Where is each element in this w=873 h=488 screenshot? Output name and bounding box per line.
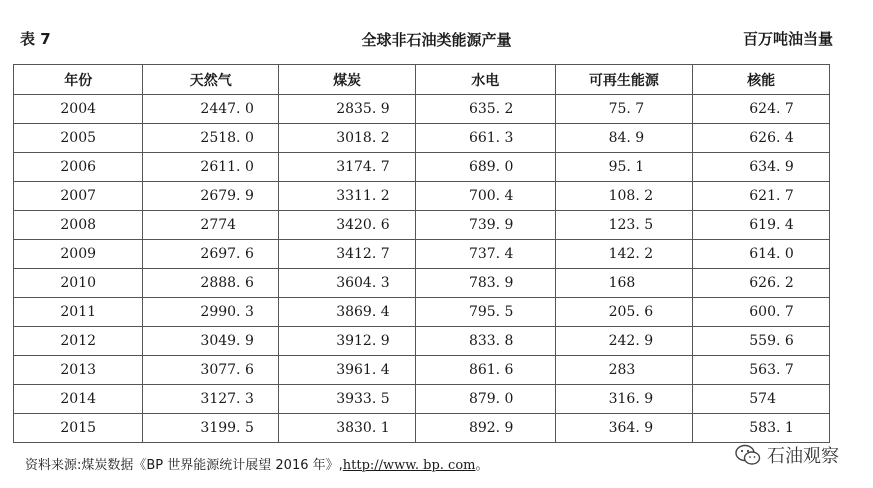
table-row: [14, 356, 830, 385]
cell-year: 2015: [14, 414, 143, 443]
cell-value: 3912. 9: [279, 327, 416, 356]
cell-value: 2518. 0: [143, 124, 279, 153]
source-note: [25, 454, 489, 473]
cell-value: 3174. 7: [279, 153, 416, 182]
cell-value: 614. 0: [693, 240, 830, 269]
cell-value: 2697. 6: [143, 240, 279, 269]
cell-value: 2611. 0: [143, 153, 279, 182]
cell-value: 142. 2: [555, 240, 693, 269]
column-header-nuclear: 核能: [693, 65, 830, 95]
cell-value: 2774: [143, 211, 279, 240]
cell-value: 364. 9: [555, 414, 693, 443]
cell-value: 3869. 4: [279, 298, 416, 327]
cell-value: 3830. 1: [279, 414, 416, 443]
cell-value: 737. 4: [415, 240, 555, 269]
cell-year: 2012: [14, 327, 143, 356]
cell-value: 2679. 9: [143, 182, 279, 211]
table-row: [14, 182, 830, 211]
watermark: [735, 442, 839, 468]
cell-value: 833. 8: [415, 327, 555, 356]
cell-value: 624. 7: [693, 95, 830, 124]
table-row: [14, 414, 830, 443]
column-header-hydro: 水电: [415, 65, 555, 95]
cell-year: 2009: [14, 240, 143, 269]
table-row: [14, 240, 830, 269]
cell-year: 2011: [14, 298, 143, 327]
cell-year: 2007: [14, 182, 143, 211]
cell-year: 2006: [14, 153, 143, 182]
table-row: [14, 211, 830, 240]
cell-value: 3018. 2: [279, 124, 416, 153]
column-header-coal: 煤炭: [279, 65, 416, 95]
table-title: 全球非石油类能源产量: [361, 31, 512, 49]
cell-value: 626. 4: [693, 124, 830, 153]
source-period: 。: [475, 458, 489, 473]
cell-value: 2835. 9: [279, 95, 416, 124]
wechat-icon: [735, 444, 761, 466]
cell-value: 795. 5: [415, 298, 555, 327]
cell-value: 879. 0: [415, 385, 555, 414]
cell-value: 583. 1: [693, 414, 830, 443]
cell-value: 600. 7: [693, 298, 830, 327]
cell-value: 892. 9: [415, 414, 555, 443]
cell-year: 2005: [14, 124, 143, 153]
cell-value: 2447. 0: [143, 95, 279, 124]
cell-value: 3077. 6: [143, 356, 279, 385]
column-header-renewables: 可再生能源: [555, 65, 693, 95]
table-row: [14, 124, 830, 153]
cell-value: 205. 6: [555, 298, 693, 327]
cell-value: 626. 2: [693, 269, 830, 298]
table-row: [14, 95, 830, 124]
column-header-natural-gas: 天然气: [143, 65, 279, 95]
cell-value: 123. 5: [555, 211, 693, 240]
cell-value: 621. 7: [693, 182, 830, 211]
cell-value: 559. 6: [693, 327, 830, 356]
cell-value: 3049. 9: [143, 327, 279, 356]
cell-value: 689. 0: [415, 153, 555, 182]
watermark-text: 石油观察: [767, 446, 839, 467]
cell-value: 108. 2: [555, 182, 693, 211]
cell-year: 2008: [14, 211, 143, 240]
cell-value: 3412. 7: [279, 240, 416, 269]
cell-value: 3604. 3: [279, 269, 416, 298]
cell-value: 3961. 4: [279, 356, 416, 385]
table-label: 表 7: [20, 30, 51, 48]
cell-value: 242. 9: [555, 327, 693, 356]
cell-value: 3311. 2: [279, 182, 416, 211]
column-header-year: 年份: [14, 65, 143, 95]
cell-value: 563. 7: [693, 356, 830, 385]
table-row: [14, 327, 830, 356]
cell-value: 3127. 3: [143, 385, 279, 414]
cell-value: 168: [555, 269, 693, 298]
source-url[interactable]: http://www. bp. com: [342, 458, 476, 473]
cell-year: 2004: [14, 95, 143, 124]
cell-value: 3199. 5: [143, 414, 279, 443]
table-header-row: [14, 65, 830, 95]
cell-value: 574: [693, 385, 830, 414]
cell-value: 283: [555, 356, 693, 385]
cell-value: 739. 9: [415, 211, 555, 240]
cell-value: 316. 9: [555, 385, 693, 414]
table-row: [14, 269, 830, 298]
table-row: [14, 153, 830, 182]
table-row: [14, 298, 830, 327]
cell-value: 84. 9: [555, 124, 693, 153]
cell-year: 2010: [14, 269, 143, 298]
cell-value: 634. 9: [693, 153, 830, 182]
table-row: [14, 385, 830, 414]
cell-value: 700. 4: [415, 182, 555, 211]
cell-value: 619. 4: [693, 211, 830, 240]
cell-value: 2888. 6: [143, 269, 279, 298]
source-text: 资料来源:煤炭数据《BP 世界能源统计展望 2016 年》,: [25, 458, 343, 473]
cell-value: 635. 2: [415, 95, 555, 124]
energy-table: [13, 64, 830, 443]
cell-value: 661. 3: [415, 124, 555, 153]
cell-value: 2990. 3: [143, 298, 279, 327]
table-unit: 百万吨油当量: [742, 30, 833, 48]
cell-value: 3420. 6: [279, 211, 416, 240]
cell-value: 95. 1: [555, 153, 693, 182]
cell-value: 861. 6: [415, 356, 555, 385]
cell-value: 75. 7: [555, 95, 693, 124]
cell-value: 783. 9: [415, 269, 555, 298]
cell-year: 2013: [14, 356, 143, 385]
cell-value: 3933. 5: [279, 385, 416, 414]
cell-year: 2014: [14, 385, 143, 414]
